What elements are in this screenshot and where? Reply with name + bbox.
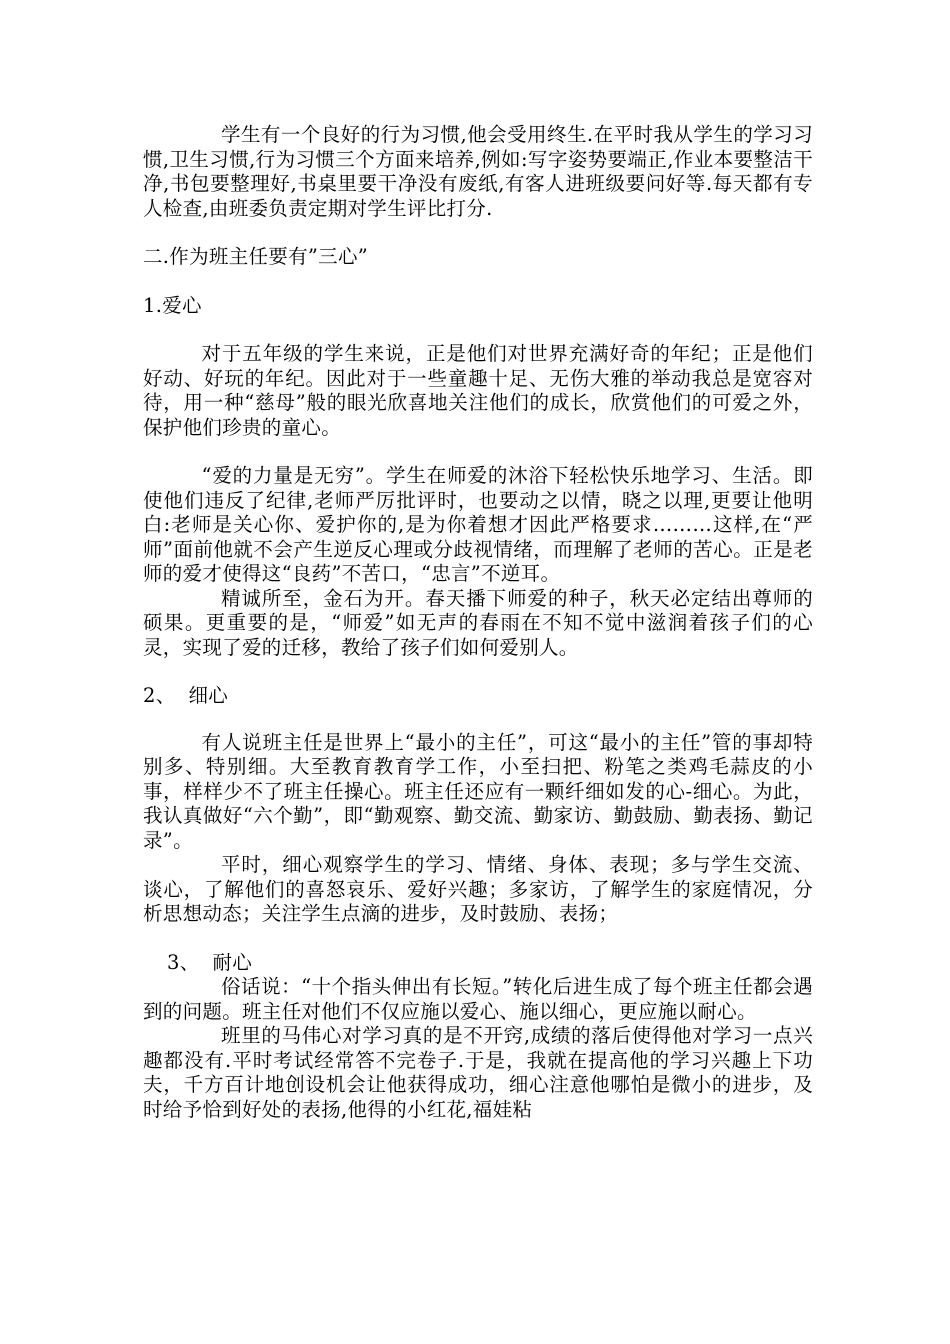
paragraph-patience-2: 班里的马伟心对学习真的是不开窍,成绩的落后使得他对学习一点兴趣都没有.平时考试经常答不完卷子.于是，我就在提高他的学习兴趣上下功夫，千方百计地创设机会让他获得成功，细心注意他哪怕是微小的进步，及时给予恰到好处的表扬,他得的小红花,福娃粘: [143, 1024, 813, 1121]
subheading-love: 1.爱心: [143, 293, 202, 317]
spacer: [143, 221, 813, 245]
document-body: [143, 123, 813, 1122]
subheading-careful: 2、 细心: [143, 684, 229, 707]
paragraph-love-1: 对于五年级的学生来说，正是他们对世界充满好奇的年纪；正是他们好动、好玩的年纪。因此对于一些童趣十足、无伤大雅的举动我总是宽容对待，用一种“慈母”般的眼光欣喜地关注他们的成长，欣赏他们的可爱之外，保护他们珍贵的童心。: [143, 342, 813, 439]
paragraph-careful-1: 有人说班主任是世界上“最小的主任”，可这“最小的主任”管的事却特别多、特别细。大至教育教育学工作，小至扫把、粉笔之类鸡毛蒜皮的小事，样样少不了班主任操心。班主任还应有一颗纤细如发的心-细心。为此，我认真做好“六个勤”，即“勤观察、勤交流、勤家访、勤鼓励、勤表扬、勤记录”。: [143, 730, 813, 852]
spacer: [143, 660, 813, 684]
paragraph-behavior-habits: 学生有一个良好的行为习惯,他会受用终生.在平时我从学生的学习习惯,卫生习惯,行为习惯三个方面来培养,例如:写字姿势要端正,作业本要整洁干净,书包要整理好,书桌里要干净没有废纸,有客人进班级要问好等.每天都有专人检查,由班委负责定期对学生评比打分.: [143, 123, 813, 220]
spacer: [143, 709, 813, 731]
paragraph-love-2: “爱的力量是无穷”。学生在师爱的沐浴下轻松快乐地学习、生活。即使他们违反了纪律,老师严厉批评时，也要动之以情，晓之以理,更要让他明白:老师是关心你、爱护你的,是为你着想才因此严格要求………这样,在“严师”面前他就不会产生逆反心理或分歧视情绪，而理解了老师的苦心。正是老师的爱才使得这“良药”不苦口，“忠言”不逆耳。: [143, 464, 813, 585]
section-heading-three-hearts: 二.作为班主任要有”三心”: [143, 245, 369, 268]
subheading-patience: 3、 耐心: [167, 950, 253, 974]
paragraph-love-3: 精诚所至，金石为开。春天播下师爱的种子，秋天必定结出尊师的硕果。更重要的是，“师爱”如无声的春雨在不知不觉中滋润着孩子们的心灵，实现了爱的迁移，教给了孩子们如何爱别人。: [143, 586, 813, 659]
spacer: [143, 440, 813, 464]
spacer: [143, 270, 813, 294]
spacer: [143, 318, 813, 342]
paragraph-patience-1: 俗话说：“十个指头伸出有长短。”转化后进生成了每个班主任都会遇到的问题。班主任对他们不仅应施以爱心、施以细心，更应施以耐心。: [143, 975, 813, 1023]
spacer: [143, 927, 813, 951]
paragraph-careful-2: 平时，细心观察学生的学习、情绪、身体、表现；多与学生交流、谈心，了解他们的喜怒哀乐、爱好兴趣；多家访，了解学生的家庭情况，分析思想动态；关注学生点滴的进步，及时鼓励、表扬；: [143, 853, 813, 925]
